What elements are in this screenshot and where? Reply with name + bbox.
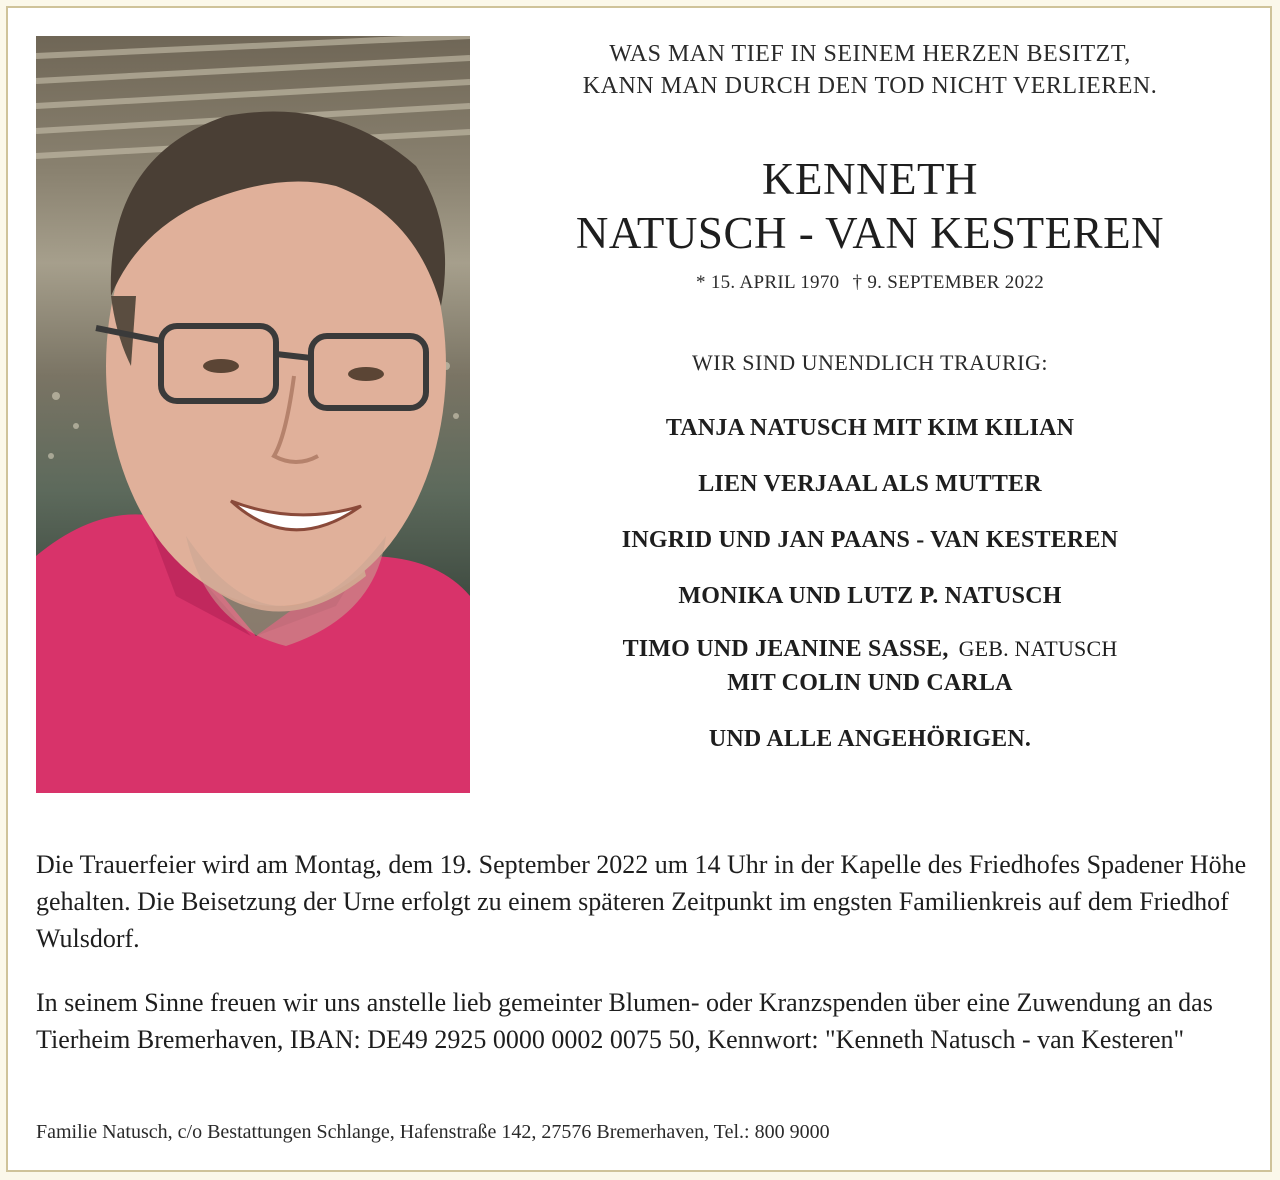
mourners-closing: UND ALLE ANGEHÖRIGEN. [708,726,1032,752]
sasse-maiden-name: GEB. NATUSCH [958,636,1118,661]
mourner-sasse [470,634,1270,664]
mourner-line: TANJA NATUSCH MIT KIM KILIAN [665,415,1075,441]
surname: NATUSCH - VAN KESTEREN [575,208,1165,258]
birth-date: * 15. APRIL 1970 [695,272,840,293]
first-name: KENNETH [762,154,978,204]
mourner-line: MONIKA UND LUTZ P. NATUSCH [678,583,1062,609]
mourning-intro: WIR SIND UNENDLICH TRAURIG: [692,350,1048,375]
sasse-names: TIMO UND JEANINE SASSE, [622,636,949,662]
death-date: † 9. SEPTEMBER 2022 [852,272,1044,293]
donation-paragraph: In seinem Sinne freuen wir uns anstelle lieb gemeinter Blumen- oder Kranzspenden über eine Zuwendung an das Tierheim Bremerhaven, IBAN: DE49 2925 0000 0002 0075 50, Kennwort: "Kenneth Natusch - van Kesteren" [36,988,1213,1054]
contact-footer: Familie Natusch, c/o Bestattungen Schlange, Hafenstraße 142, 27576 Bremerhaven, Tel.: 800 9000 [36,1121,830,1143]
mourners-list [470,400,1270,754]
announcement-column [470,36,1270,754]
motto-line-1: WAS MAN TIEF IN SEINEM HERZEN BESITZT, [609,41,1131,67]
obituary-notice [6,6,1272,1172]
mourner-line: INGRID UND JAN PAANS - VAN KESTEREN [621,527,1119,553]
sasse-children: MIT COLIN UND CARLA [727,670,1013,696]
mourner-line: LIEN VERJAAL ALS MUTTER [698,471,1042,497]
motto-line-2: KANN MAN DURCH DEN TOD NICHT VERLIEREN. [582,73,1158,99]
portrait-photo [36,36,470,793]
portrait-illustration [36,36,470,793]
motto [470,38,1270,102]
deceased-name [470,152,1270,260]
life-dates [470,272,1270,294]
ceremony-paragraph: Die Trauerfeier wird am Montag, dem 19. September 2022 um 14 Uhr in der Kapelle des Friedhofes Spadener Höhe gehalten. Die Beisetzung der Urne erfolgt zu einem späteren Zeitpunkt im engsten Familienkreis auf dem Friedhof Wulsdorf. [36,850,1247,953]
